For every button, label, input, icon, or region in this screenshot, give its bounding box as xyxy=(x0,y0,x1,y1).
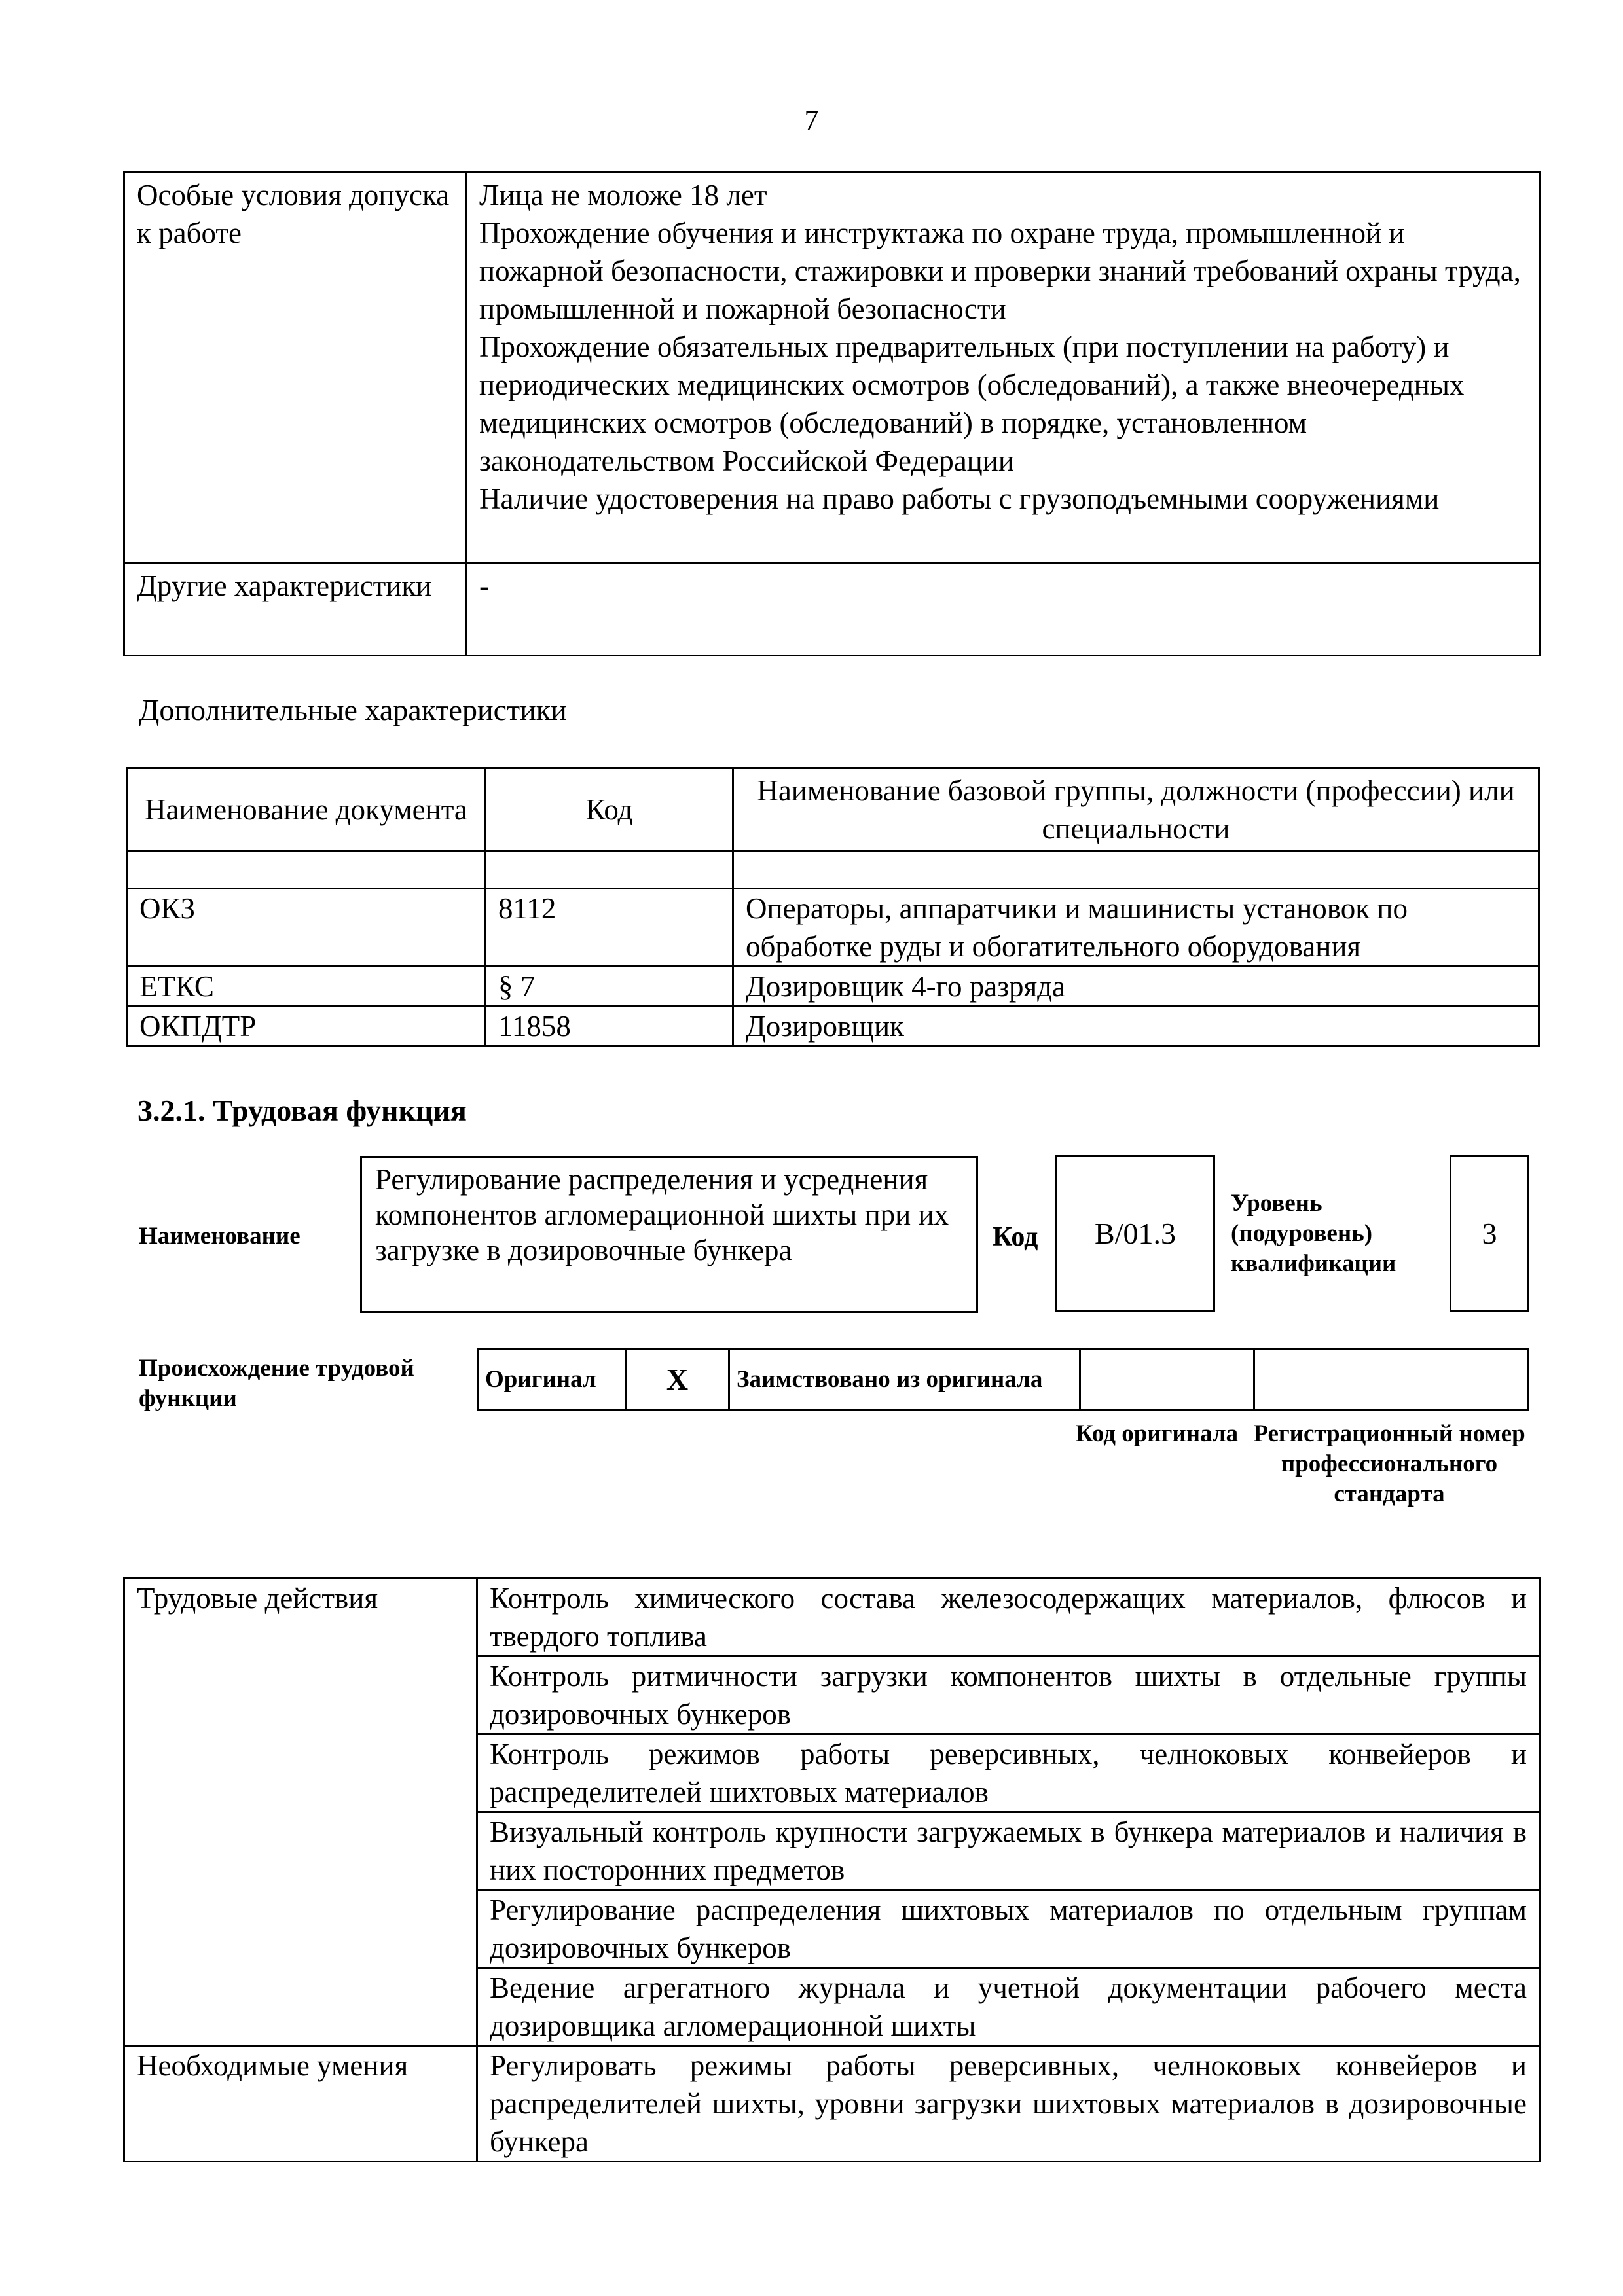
borrowed-label: Заимствовано из оригинала xyxy=(729,1350,1080,1410)
header-doc: Наименование документа xyxy=(127,768,486,852)
table-row xyxy=(127,889,1539,967)
labor-action: Контроль химического состава железосодержащих материалов, флюсов и твердого топлива xyxy=(477,1579,1540,1657)
header-name: Наименование базовой группы, должности (профессии) или специальности xyxy=(733,768,1539,852)
row-doc: ЕТКС xyxy=(127,967,486,1007)
other-characteristics-label: Другие характеристики xyxy=(124,564,467,656)
qualification-level-text: 3 xyxy=(1482,1216,1497,1250)
registration-number-cell xyxy=(1254,1350,1529,1410)
conditions-table xyxy=(123,171,1541,656)
table-row-empty xyxy=(127,852,1539,889)
function-code-label: Код xyxy=(993,1222,1038,1252)
labor-function-title: 3.2.1. Трудовая функция xyxy=(137,1094,467,1127)
extra-characteristics-table xyxy=(126,767,1540,1047)
original-code-cell xyxy=(1080,1350,1254,1410)
required-skills-label: Необходимые умения xyxy=(124,2046,477,2162)
labor-action: Регулирование распределения шихтовых материалов по отдельным группам дозировочных бункеров xyxy=(477,1890,1540,1968)
function-name-label: Наименование xyxy=(139,1223,301,1249)
row-doc: ОКПДТР xyxy=(127,1007,486,1047)
row-name: Дозировщик 4-го разряда xyxy=(733,967,1539,1007)
table-row xyxy=(124,1579,1540,1657)
qualification-level-value xyxy=(1450,1155,1529,1312)
table-row xyxy=(127,967,1539,1007)
special-conditions-row xyxy=(124,173,1540,564)
row-name: Дозировщик xyxy=(733,1007,1539,1047)
labor-action: Ведение агрегатного журнала и учетной документации рабочего места дозировщика агломерационной шихты xyxy=(477,1968,1540,2046)
special-conditions-value xyxy=(467,173,1540,564)
condition-line: Прохождение обязательных предварительных (при поступлении на работу) и периодических медицинских осмотров (обследований), а также внеочередных медицинских осмотров (обследований) в порядке, установленном законодательством Российской Федерации xyxy=(479,331,1465,477)
origin-row xyxy=(478,1350,1529,1410)
original-code-caption: Код оригинала xyxy=(1075,1420,1239,1447)
header-code: Код xyxy=(486,768,733,852)
function-code-text: B/01.3 xyxy=(1095,1216,1176,1250)
row-code: 8112 xyxy=(486,889,733,967)
labor-action: Контроль режимов работы реверсивных, челноковых конвейеров и распределителей шихтовых материалов xyxy=(477,1734,1540,1812)
function-code-value xyxy=(1055,1155,1215,1312)
row-code: 11858 xyxy=(486,1007,733,1047)
table-header-row xyxy=(127,768,1539,852)
special-conditions-label: Особые условия допуска к работе xyxy=(124,173,467,564)
labor-action: Контроль ритмичности загрузки компонентов шихты в отдельные группы дозировочных бункеров xyxy=(477,1657,1540,1734)
table-row xyxy=(127,1007,1539,1047)
duties-table xyxy=(123,1577,1541,2162)
labor-actions-label: Трудовые действия xyxy=(124,1579,477,2046)
condition-line: Наличие удостоверения на право работы с грузоподъемными сооружениями xyxy=(479,482,1440,515)
other-characteristics-row xyxy=(124,564,1540,656)
extra-characteristics-title: Дополнительные характеристики xyxy=(139,693,567,726)
page-number: 7 xyxy=(804,104,819,136)
required-skill: Регулировать режимы работы реверсивных, челноковых конвейеров и распределителей шихты, уровни загрузки шихтовых материалов в дозировочные бункера xyxy=(477,2046,1540,2162)
original-label: Оригинал xyxy=(478,1350,626,1410)
qualification-level-label: Уровень (подуровень) квалификации xyxy=(1231,1190,1396,1277)
condition-line: Лица не моложе 18 лет xyxy=(479,179,767,211)
labor-action: Визуальный контроль крупности загружаемых в бункера материалов и наличия в них посторонних предметов xyxy=(477,1812,1540,1890)
original-mark: X xyxy=(626,1350,729,1410)
row-doc: ОКЗ xyxy=(127,889,486,967)
table-row xyxy=(124,2046,1540,2162)
origin-label: Происхождение трудовой функции xyxy=(139,1355,414,1412)
row-name: Операторы, аппаратчики и машинисты установок по обработке руды и обогатительного оборудования xyxy=(733,889,1539,967)
registration-number-caption: Регистрационный номер профессионального стандарта xyxy=(1253,1420,1525,1507)
function-name-value: Регулирование распределения и усреднения компонентов агломерационной шихты при их загрузке в дозировочные бункера xyxy=(360,1156,978,1313)
origin-table xyxy=(477,1348,1529,1411)
row-code: § 7 xyxy=(486,967,733,1007)
condition-line: Прохождение обучения и инструктажа по охране труда, промышленной и пожарной безопасности, стажировки и проверки знаний требований охраны труда, промышленной и пожарной безопасности xyxy=(479,217,1521,325)
other-characteristics-value: - xyxy=(467,564,1540,656)
